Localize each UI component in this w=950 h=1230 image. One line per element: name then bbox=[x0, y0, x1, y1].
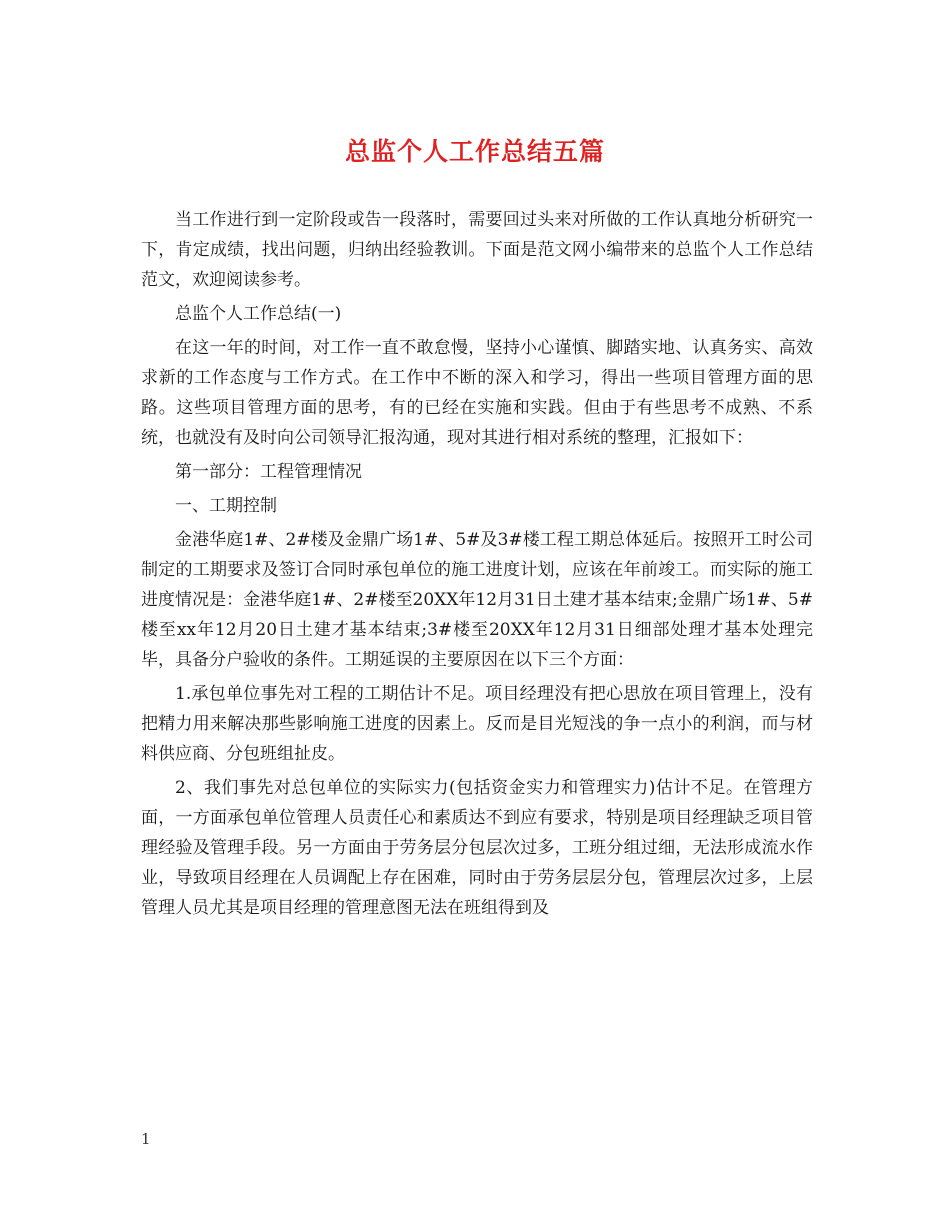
paragraph-intro: 当工作进行到一定阶段或告一段落时，需要回过头来对所做的工作认真地分析研究一下，肯定成绩，找出问题，归纳出经验教训。下面是范文网小编带来的总监个人工作总结范文，欢迎阅读参考。 bbox=[141, 210, 813, 290]
section-heading-summary-one: 总监个人工作总结(一) bbox=[175, 304, 342, 324]
section-heading-schedule-control: 一、工期控制 bbox=[175, 496, 277, 516]
paragraph-reason-two: 2、我们事先对总包单位的实际实力(包括资金实力和管理实力)估计不足。在管理方面，一方面承包单位管理人员责任心和素质达不到应有要求，特别是项目经理缺乏项目管理经验及管理手段。另一方面由于劳务层分包层次过多，工班分组过细，无法形成流水作业，导致项目经理在人员调配上存在困难，同时由于劳务层层分包，管理层次过多，上层管理人员尤其是项目经理的管理意图无法在班组得到及 bbox=[141, 778, 813, 918]
document-body bbox=[141, 205, 813, 923]
paragraph-reason-one: 1.承包单位事先对工程的工期估计不足。项目经理没有把心思放在项目管理上，没有把精力用来解决那些影响施工进度的因素上。反而是目光短浅的争一点小的利润，而与材料供应商、分包班组扯皮。 bbox=[141, 684, 813, 764]
document-title: 总监个人工作总结五篇 bbox=[344, 137, 605, 166]
paragraph-overview: 在这一年的时间，对工作一直不敢怠慢，坚持小心谨慎、脚踏实地、认真务实、高效求新的工作态度与工作方式。在工作中不断的深入和学习，得出一些项目管理方面的思路。这些项目管理方面的思考，有的已经在实施和实践。但由于有些思考不成熟、不系统，也就没有及时向公司领导汇报沟通，现对其进行相对系统的整理，汇报如下： bbox=[141, 338, 813, 448]
page-number: 1 bbox=[141, 1130, 151, 1148]
section-heading-part-one: 第一部分：工程管理情况 bbox=[175, 462, 362, 482]
paragraph-schedule-status: 金港华庭1#、2#楼及金鼎广场1#、5#及3#楼工程工期总体延后。按照开工时公司制定的工期要求及签订合同时承包单位的施工进度计划，应该在年前竣工。而实际的施工进度情况是：金港华庭1#、2#楼至20XX年12月31日土建才基本结束;金鼎广场1#、5#楼至xx年12月20日土建才基本结束;3#楼至20XX年12月31日细部处理才基本处理完毕，具备分户验收的条件。工期延误的主要原因在以下三个方面： bbox=[141, 530, 813, 670]
